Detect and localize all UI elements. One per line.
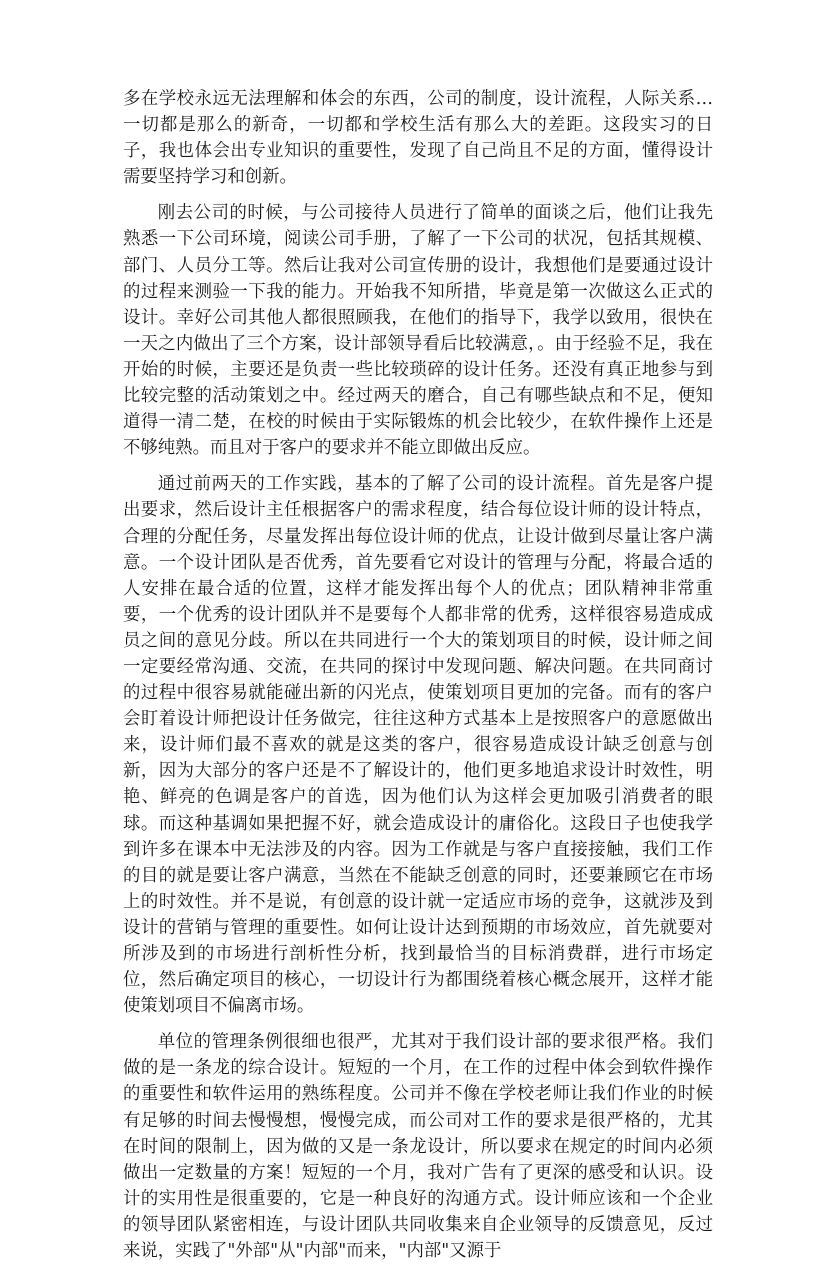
paragraph-management: 单位的管理条例很细也很严，尤其对于我们设计部的要求很严格。我们做的是一条龙的综合设计。短短的一个月，在工作的过程中体会到软件操作的重要性和软件运用的熟练程度。公司并不像在学校老师让我们作业的时候有足够的时间去慢慢想，慢慢完成，而公司对工作的要求是很严格的，尤其在时间的限制上，因为做的又是一条龙设计，所以要求在规定的时间内必须做出一定数量的方案！短短的一个月，我对广告有了更深的感受和认识。设计的实用性是很重要的，它是一种良好的沟通方式。设计师应该和一个企业的领导团队紧密相连，与设计团队共同收集来自企业领导的反馈意见，反过来说，实践了"外部"从"内部"而来，"内部"又源于 <box>123 1032 713 1262</box>
paragraph-design-process: 通过前两天的工作实践，基本的了解了公司的设计流程。首先是客户提出要求，然后设计主任根据客户的需求程度，结合每位设计师的设计特点，合理的分配任务，尽量发挥出每位设计师的优点，让设计做到尽量让客户满意。一个设计团队是否优秀，首先要看它对设计的管理与分配，将最合适的人安排在最合适的位置，这样才能发挥出每个人的优点；团队精神非常重要，一个优秀的设计团队并不是要每个人都非常的优秀，这样很容易造成成员之间的意见分歧。所以在共同进行一个大的策划项目的时候，设计师之间一定要经常沟通、交流，在共同的探讨中发现问题、解决问题。在共同商讨的过程中很容易就能碰出新的闪光点，使策划项目更加的完备。而有的客户会盯着设计师把设计任务做完，往往这种方式基本上是按照客户的意愿做出来，设计师们最不喜欢的就是这类的客户，很容易造成设计缺乏创意与创新，因为大部分的客户还是不了解设计的，他们更多地追求设计时效性，明艳、鲜亮的色调是客户的首选，因为他们认为这样会更加吸引消费者的眼球。而这种基调如果把握不好，就会造成设计的庸俗化。这段日子也使我学到许多在课本中无法涉及的内容。因为工作就是与客户直接接触，我们工作的目的就是要让客户满意，当然在不能缺乏创意的同时，还要兼顾它在市场上的时效性。并不是说，有创意的设计就一定适应市场的竞争，这就涉及到设计的营销与管理的重要性。如何让设计达到预期的市场效应，首先就要对所涉及到的市场进行剖析性分析，找到最恰当的目标消费群，进行市场定位，然后确定项目的核心，一切设计行为都围绕着核心概念展开，这样才能使策划项目不偏离市场。 <box>123 474 713 1017</box>
paragraph-continued: 多在学校永远无法理解和体会的东西，公司的制度，设计流程，人际关系…一切都是那么的新奇，一切都和学校生活有那么大的差距。这段实习的日子，我也体会出专业知识的重要性，发现了自己尚且不足的方面，懂得设计需要坚持学习和创新。 <box>123 89 713 188</box>
paragraph-first-days: 刚去公司的时候，与公司接待人员进行了简单的面谈之后，他们让我先熟悉一下公司环境，阅读公司手册，了解了一下公司的状况，包括其规模、部门、人员分工等。然后让我对公司宣传册的设计，我想他们是要通过设计的过程来测验一下我的能力。开始我不知所措，毕竟是第一次做这么正式的设计。幸好公司其他人都很照顾我，在他们的指导下，我学以致用，很快在一天之内做出了三个方案，设计部领导看后比较满意，。由于经验不足，我在开始的时候，主要还是负责一些比较琐碎的设计任务。还没有真正地参与到比较完整的活动策划之中。经过两天的磨合，自己有哪些缺点和不足，便知道得一清二楚，在校的时候由于实际锻炼的机会比较少，在软件操作上还是不够纯熟。而且对于客户的要求并不能立即做出反应。 <box>123 203 713 459</box>
document-body <box>123 86 713 1274</box>
